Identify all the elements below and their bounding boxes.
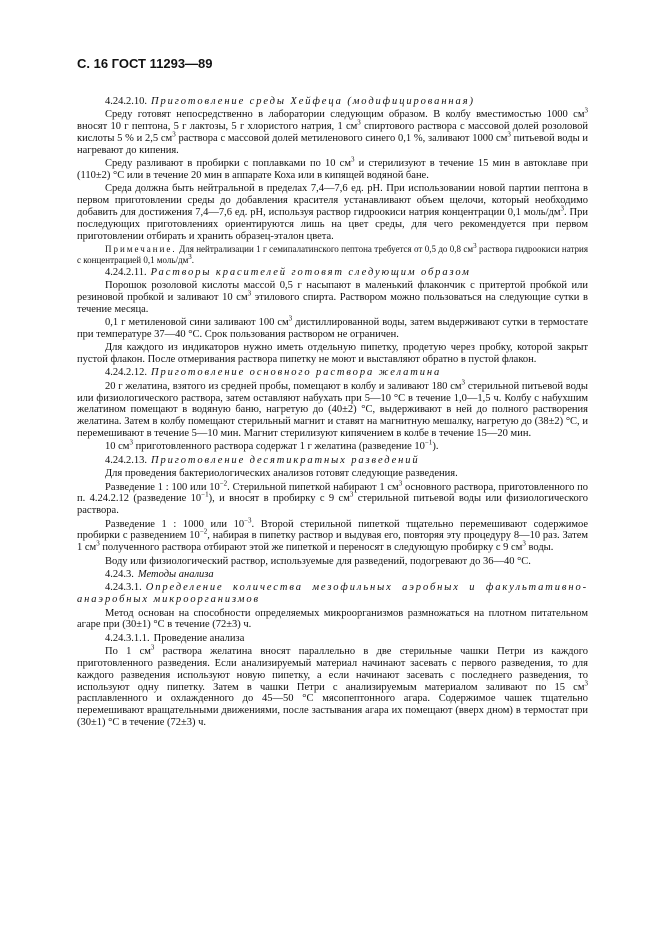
paragraph: Метод основан на способности определяемых микроорганизмов размножаться на плотном питательном агаре при (30±1) °С в течение (72±3) ч. [77,607,588,631]
superscript: 3 [584,106,588,115]
text-run: расплавленного и охлажденного до 45—50 °С мясопептонного агара. Содержимое чашек тщательно перемешивают вращательными движениями, после застывания агара их помещают (вверх дном) в термостат при (30±1) °С в течение (72±3) ч. [77,693,588,728]
text-run: , набирая в пипетку раствор и выдувая его, повторяя эту процедуру 8—10 раз. Затем 1 см [77,530,589,554]
superscript: 3 [349,490,354,499]
note: Примечание. Для нейтрализации 1 г семипалатинского пептона требуется от 0,5 до 0,8 $см^3$ раствора гидроокиси натрия с концентрацией 0,1 моль/$дм^3$. [77,241,589,265]
text-run: воды. [525,542,554,554]
text-run: Среда должна быть нейтральной в пределах 7,4—7,6 ед. рН. При использовании новой партии пептона в первом приготовлении среды до добавления красителя устанавливают объем щелочи, который необходимо добавить для достижения 7,4—7,6 ед. рН, используя раствор гидроокиси натрия концентрации 0,1 моль/дм [77,183,588,218]
superscript: 3 [96,539,100,548]
text-run: и стерилизуют в течение 15 мин в автоклаве при (110±2) °С или в течение 20 мин в аппарате Коха или в кипящей водяной бане. [77,158,588,181]
text-run: раствора с массовой долей метиленового синего 0,1 %, заливают 1000 см [175,132,508,144]
paragraph [77,438,588,453]
paragraph [77,643,589,729]
text-run: этилового спирта. Раствором можно пользоваться на следующие сутки в течение месяца. [77,291,588,315]
text-run: . Стерильной пипеткой набирают 1 см [227,481,399,493]
section-heading: 4.24.2.13. Приготовление десятикратных разведений [105,454,420,466]
superscript: −2 [199,527,208,536]
section-heading: 4.24.2.11. Растворы красителей готовят следующим образом [105,266,471,278]
section-heading: 4.24.3. Методы анализа [105,568,214,580]
text-run: дистиллированной воды, затем выдерживают сутки в термостате при температуре 37—40 °С. Срок пользования раствором не ограничен. [77,317,589,340]
superscript: −2 [219,479,228,488]
paragraph [77,378,588,440]
text-run: 0,1 г метиленовой сини заливают 100 см [105,317,289,329]
text-run: 20 г желатина, взятого из средней пробы, помещают в колбу и заливают 180 см [105,380,462,392]
superscript: 3 [129,438,133,447]
paragraph: Воду или физиологический раствор, используемые для разведений, подогревают до 36—40 °С. [105,555,531,567]
paragraph [77,479,588,517]
text-run: Среду готовят непосредственно в лаборатории следующим образом. В колбу вместимостью 1000 см [105,109,585,121]
text-run: стерильной питьевой воды или физиологического раствора. [77,493,588,517]
text-run: Порошок розоловой кислоты массой 0,5 г насыпают в маленький флакончик с притертой пробкой или резиновой пробкой и заливают 10 см [77,280,588,303]
section-heading: 4.24.2.12. Приготовление основного раствора желатина [105,367,442,379]
paragraph: Для каждого из индикаторов нужно иметь отдельную пипетку, продетую через пробку, которой закрыт пустой флакон. После отмеривания раствора пипетку не моют и выставляют обратно в пустой флакон. [77,342,588,366]
superscript: 3 [584,679,588,688]
text-run: 10 см [105,441,130,453]
text-run: По 1 см [105,646,151,658]
page-header: С. 16 ГОСТ 11293—89 [77,56,213,71]
text-run: Для нейтрализации 1 г семипалатинского пептона требуется от 0,5 до 0,8 см [179,243,474,254]
text-run: ). [432,441,439,453]
superscript: −1 [201,490,209,499]
text-run: ), и вносят в пробирку с 9 см [208,493,350,505]
text-run: спиртового раствора с массовой долей розоловой кислоты 5 % и 2,5 см [77,121,588,144]
text-run: полученного раствора отбирают этой же пипеткой и переносят в следующую пробирку с 9 см [99,542,523,554]
superscript: 3 [473,241,477,250]
superscript: 3 [461,378,466,387]
text-run: стерильной питьевой воды или физиологического раствора, затем оставляют набухать при 5—10 °С в течение 1,0—1,5 ч. Колбу с набухшим желатином помещают в водяную баню, нагретую до (40±2) °С, выдерживают в ней до полного растворения желатина. Затем в колбу помещают стерильный магнит и ставят на магнитную мешалку, нагретую до (38±2) °С, и перемешивают в течение 5—10 мин. Магнит стерилизуют кипячением в колбе в течение 15—20 мин. [77,380,588,440]
superscript: 3 [560,204,565,213]
section-heading: 4.24.2.10. Приготовление среды Хейфеца (модифицированная) [105,96,475,107]
superscript: 3 [350,155,355,164]
paragraph [77,183,588,242]
superscript: 3 [247,289,252,298]
paragraph: Для проведения бактериологических анализов готовят следующие разведения. [105,468,458,480]
text-run: . [191,254,195,265]
text-run: приготовленного раствора содержат 1 г желатина (разведение 10 [132,441,425,453]
paragraph [77,280,588,315]
text-run: . При последующих приготовлениях ориентируются лишь на цвет среды, для чего рекомендуется при первом приготовлении отбирать и хранить образец-эталон цвета. [77,206,588,242]
superscript: 3 [507,130,511,139]
superscript: 3 [150,643,155,652]
superscript: 3 [188,252,192,261]
paragraph [77,314,589,341]
text-run: Среду разливают в пробирки с поплавками по 10 см [105,158,351,170]
document-body [77,96,588,730]
superscript: −1 [424,438,433,447]
paragraph [77,516,589,554]
superscript: 3 [172,130,176,139]
superscript: 3 [288,314,293,323]
section-heading: 4.24.3.1.1. Проведение анализа [105,632,245,644]
text-run: раствора гидроокиси натрия с концентрацией 0,1 моль/дм [77,243,589,265]
text-run: . Второй стерильной пипеткой тщательно перемешивают содержимое пробирки с разведением 10 [77,518,588,542]
text-run: Разведение 1 : 1000 или 10 [105,518,245,530]
superscript: 3 [398,479,403,488]
superscript: 3 [357,118,361,127]
text-run: вносят 10 г пептона, 5 г лактозы, 5 г хлористого натрия, 1 см [77,121,358,133]
text-run: Разведение 1 : 100 или 10 [105,481,220,493]
section-heading: 4.24.3.1. Определение количества мезофильных аэробных и факультативно-анаэробных микроорганизмов [77,582,588,606]
paragraph [77,106,588,156]
superscript: 3 [522,539,526,548]
text-run: основного раствора, приготовленного по п. 4.24.2.12 (разведение 10 [77,481,588,505]
text-run: раствора желатина вносят параллельно в две стерильные чашки Петри из каждого приготовленного разведения. Если анализируемый материал начинают засевать с первого разведения, то для каждого разведения используют новую пипетку, а если начинают засевать с последнего разведения, то используют одну пипетку. Затем в чашки Петри с анализируемым материалом заливают по 15 см [77,646,589,693]
paragraph [77,155,588,182]
text-run: питьевой воды и нагревают до кипения. [77,132,588,156]
superscript: −3 [244,516,252,525]
